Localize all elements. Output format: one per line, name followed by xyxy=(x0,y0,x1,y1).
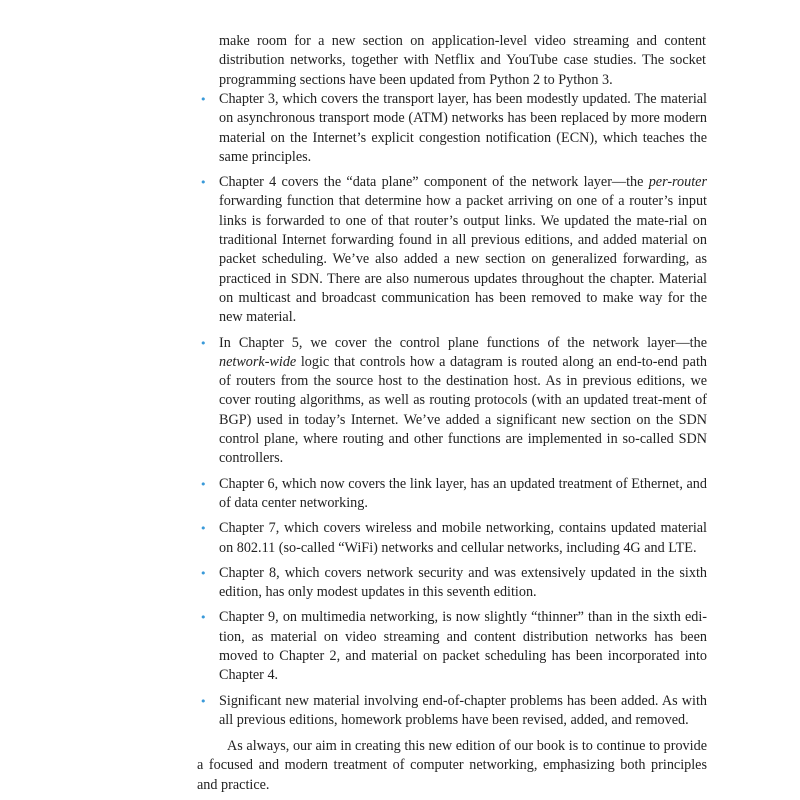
list-item-text: Chapter 7, which covers wireless and mobile networking, contains updated material on 802.11 (so-called “WiFi) networks and cellular networks, including 4G and LTE. xyxy=(219,520,707,556)
list-item-text: Chapter 8, which covers network security and was extensively updated in the sixth edition, has only modest updates in this seventh edition. xyxy=(219,564,707,601)
list-item-chapter-4 xyxy=(197,173,707,327)
bullet-icon: • xyxy=(200,522,207,536)
list-item-problems xyxy=(197,692,707,731)
list-item-chapter-8 xyxy=(197,564,707,603)
list-item-chapter-3 xyxy=(197,90,707,167)
bullet-icon: • xyxy=(200,694,207,708)
list-item-chapter-9 xyxy=(197,608,707,685)
list-item-text-end: logic that controls how a datagram is routed along an end-to-end path of routers from the source host to the destination host. As in previous editions, we cover routing algorithms, as well as routing protocols (with an updated treat-ment of BGP) used in today’s Internet. We’ve added a significant new section on the SDN control plane, where routing and other functions are implemented in so-called SDN controllers. xyxy=(219,353,707,467)
continuation-paragraph: make room for a new section on application-level video streaming and content distribution networks, together with Netflix and YouTube case studies. The socket programming sections have been updated from Python 2 to Python 3. xyxy=(219,33,706,88)
emphasis-per-router: per-router xyxy=(648,174,707,191)
list-item-chapter-5 xyxy=(197,334,707,469)
bullet-icon: • xyxy=(200,93,207,106)
emphasis-network-wide: network-wide xyxy=(219,353,297,370)
list-item-text: Chapter 6, which now covers the link layer, has an updated treatment of Ethernet, and of data center networking. xyxy=(219,475,707,511)
list-item-text: Significant new material involving end-of-chapter problems has been added. As with all previous editions, homework problems have been revised, added, and removed. xyxy=(219,692,707,728)
list-item-text: Chapter 9, on multimedia networking, is now slightly “thinner” than in the sixth edi-tion, as material on video streaming and content distribution networks has been moved to Chapter 2, and material on packet scheduling has been incorporated into Chapter 4. xyxy=(219,609,707,684)
list-item-text-end: forwarding function that determine how a packet arriving on one of a router’s input links is forwarded to one of that router’s output links. We updated the mate-rial on traditional Internet forwarding found in all previous editions, and added material on packet scheduling. We’ve also added a new section on generalized forwarding, as practiced in SDN. There are also numerous updates throughout the chapter. Material on multicast and broadcast communication has been removed to make way for the new material. xyxy=(219,193,707,326)
bullet-icon: • xyxy=(200,176,207,190)
list-item-text-start: Chapter 4 covers the “data plane” component of the network layer—the xyxy=(219,174,649,191)
list-item-chapter-6 xyxy=(197,475,707,514)
closing-paragraph: As always, our aim in creating this new edition of our book is to continue to provide a focused and modern treatment of computer networking, emphasizing both principles and practice. xyxy=(197,738,707,793)
bullet-icon: • xyxy=(200,611,207,625)
list-item-chapter-7 xyxy=(197,519,707,558)
list-item-text: Chapter 3, which covers the transport layer, has been modestly updated. The material on asynchronous transport mode (ATM) networks has been replaced by more modern material on the Internet’s explicit congestion notification (ECN), which teaches the same principles. xyxy=(219,91,707,165)
bullet-icon: • xyxy=(200,566,207,580)
bullet-icon: • xyxy=(200,336,207,350)
bullet-icon: • xyxy=(200,477,207,491)
list-item-text-start: In Chapter 5, we cover the control plane functions of the network layer—the xyxy=(219,334,707,351)
change-list xyxy=(197,90,707,736)
